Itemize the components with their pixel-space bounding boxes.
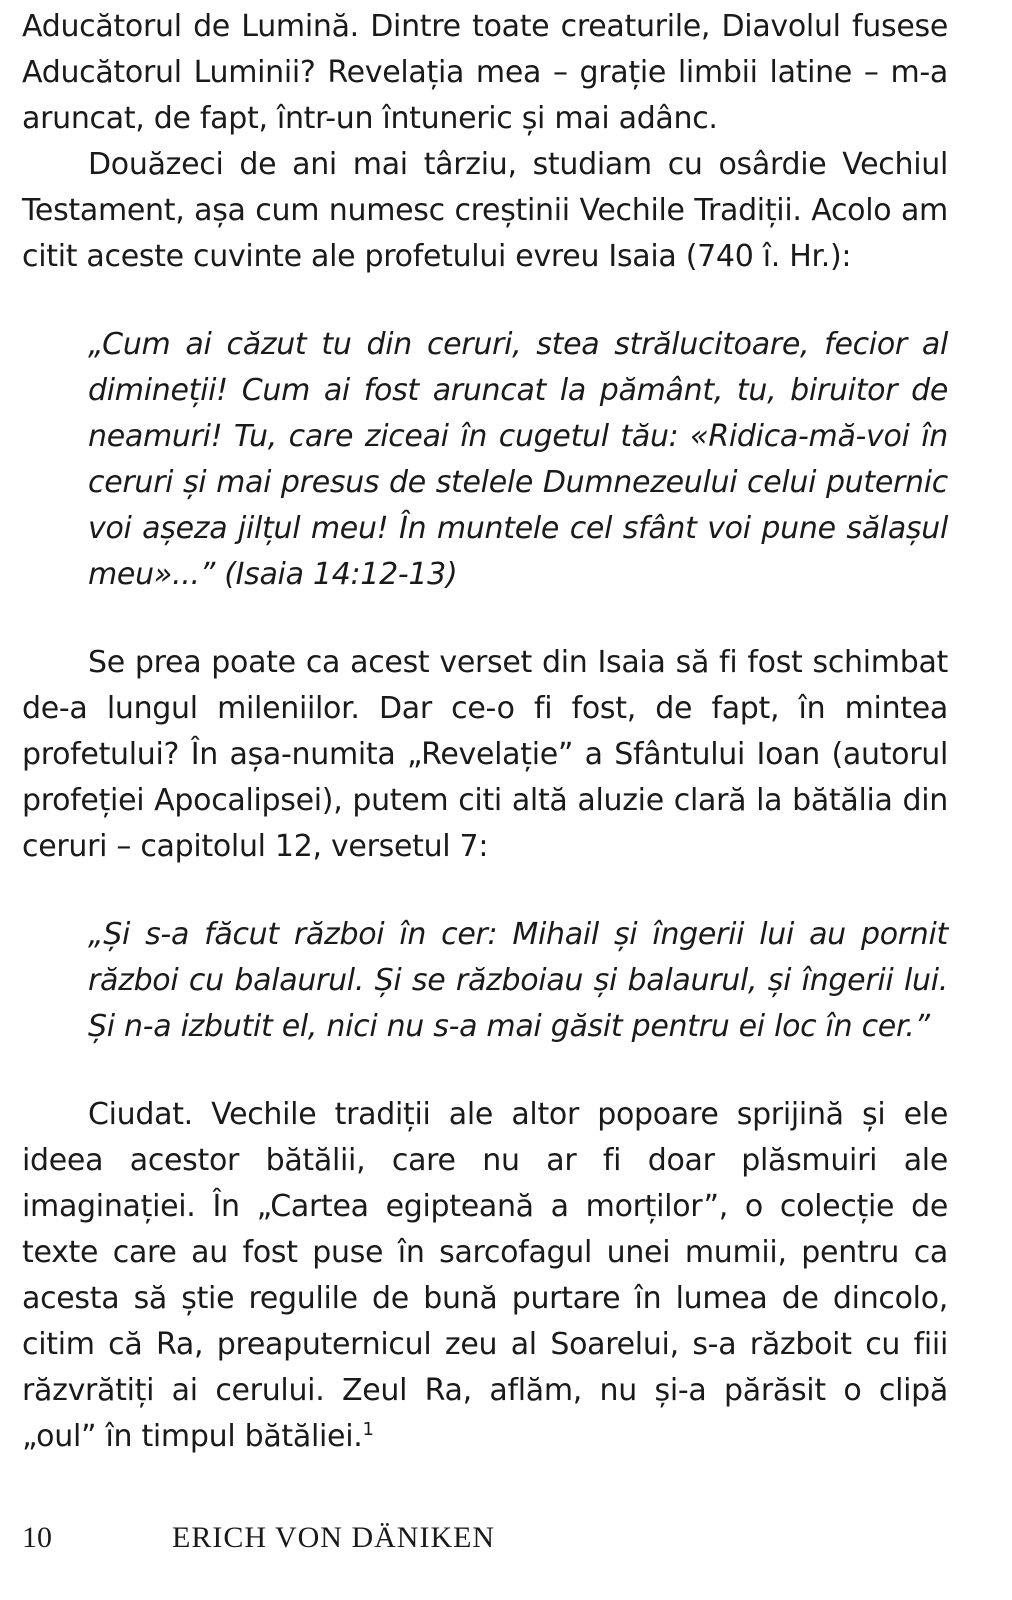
- paragraph-egyptian: [22, 1092, 948, 1460]
- paragraph-intro: Aducătorul de Lumină. Dintre toate creaturile, Diavolul fusese Aducătorul Luminii? Revelația mea – grație limbii latine – m-a aruncat, de fapt, într-un întuneric și mai adânc.: [22, 9, 948, 136]
- page-footer: [22, 1518, 495, 1558]
- quote-revelation: „Și s-a făcut război în cer: Mihail și îngerii lui au pornit război cu balaurul. Și se războiau și balaurul, și îngerii lui. Și n-a izbutit el, nici nu s-a mai găsit pentru ei loc în cer.”: [88, 917, 948, 1044]
- running-head-author: ERICH VON DÄNIKEN: [172, 1521, 496, 1554]
- footnote-marker: 1: [362, 1419, 374, 1440]
- page-body: [22, 4, 948, 1460]
- quote-isaiah: „Cum ai căzut tu din ceruri, stea strălucitoare, fecior al dimineții! Cum ai fost aruncat la pământ, tu, biruitor de neamuri! Tu, care ziceai în cugetul tău: «Ridica-mă-voi în ceruri și mai presus de stelele Dumnezeului celui puternic voi așeza jilțul meu! În muntele cel sfânt voi pune sălașul meu»...” (Isaia 14:12-13): [88, 327, 948, 592]
- paragraph-revelation: Se prea poate ca acest verset din Isaia să fi fost schimbat de-a lungul mileniilor. Dar ce-o fi fost, de fapt, în mintea profetului? În așa-numita „Revelație” a Sfântului Ioan (autorul profeției Apocalipsei), putem citi altă aluzie clară la bătălia din ceruri – capitolul 12, versetul 7:: [22, 645, 948, 864]
- paragraph-egyptian-text: Ciudat. Vechile tradiții ale altor popoare sprijină și ele ideea acestor bătălii, care nu ar fi doar plăsmuiri ale imaginației. În „Cartea egipteană a morților”, o colecție de texte care au fost puse în sarcofagul unei mumii, pentru ca acesta să știe regulile de bună purtare în lumea de dincolo, citim că Ra, preaputernicul zeu al Soarelui, s-a războit cu fiii răzvrătiți ai cerului. Zeul Ra, aflăm, nu și-a părăsit o clipă „oul” în timpul bătăliei.: [22, 1097, 948, 1454]
- paragraph-old-testament: Douăzeci de ani mai târziu, studiam cu osârdie Vechiul Testament, așa cum numesc creștinii Vechile Tradiții. Acolo am citit aceste cuvinte ale profetului evreu Isaia (740 î. Hr.):: [22, 147, 948, 274]
- page-number: 10: [22, 1521, 52, 1554]
